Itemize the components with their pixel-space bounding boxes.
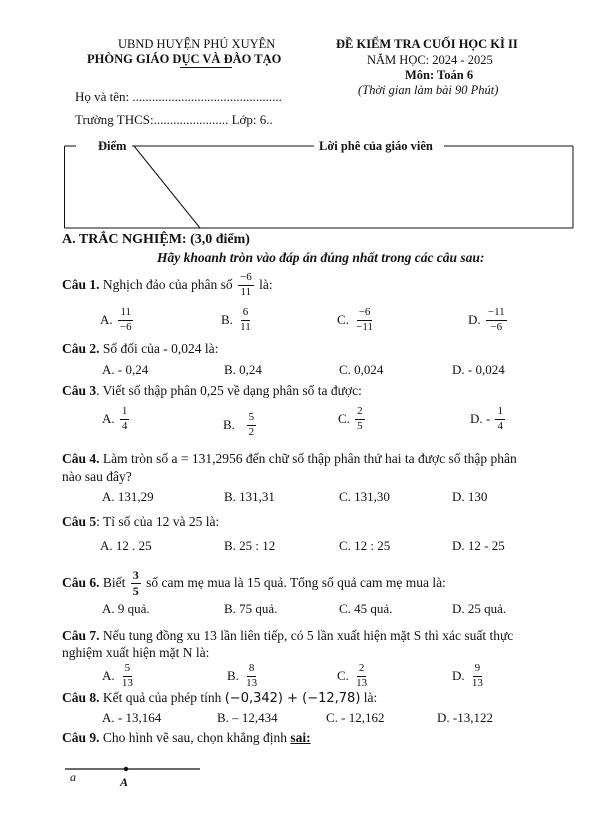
line-label-a: a bbox=[70, 770, 76, 784]
q8-option-a[interactable]: A. - 13,164 bbox=[102, 710, 162, 725]
question-8: Câu 8. Kết quả của phép tính (−0,342) + (−12,78) là: bbox=[62, 690, 378, 706]
section-a-title: A. TRẮC NGHIỆM: (3,0 điểm) bbox=[62, 232, 250, 247]
q4-option-c[interactable]: C. 131,30 bbox=[339, 489, 390, 504]
point-a-dot bbox=[124, 767, 128, 771]
question-6: Câu 6. Biết $\frac{3}{5}$ số cam mẹ mua là 15 quả. Tổng số quả cam mẹ mua là: bbox=[62, 567, 446, 598]
q6-option-a[interactable]: A. 9 quả. bbox=[102, 601, 150, 616]
question-7-line2: nghiệm xuất hiện mặt N là: bbox=[62, 645, 210, 660]
q9-figure bbox=[60, 760, 210, 800]
q4-option-d[interactable]: D. 130 bbox=[452, 489, 488, 504]
section-a-instruction: Hãy khoanh tròn vào đáp án đúng nhất trong các câu sau: bbox=[157, 250, 485, 265]
q6-option-c[interactable]: C. 45 quả. bbox=[339, 601, 393, 616]
q3-option-b[interactable]: B. $\frac{5}{2}$ bbox=[223, 410, 255, 438]
q1-option-c[interactable]: C. $\frac{-6}{-11}$ bbox=[337, 305, 373, 333]
q5-option-d[interactable]: D. 12 - 25 bbox=[452, 538, 505, 553]
question-1-fraction: $\frac{-6}{11}$ bbox=[239, 270, 252, 298]
q6-option-b[interactable]: B. 75 quả. bbox=[224, 601, 278, 616]
q7-option-b[interactable]: B. $\frac{8}{13}$ bbox=[227, 661, 258, 689]
q8-option-d[interactable]: D. -13,122 bbox=[437, 710, 493, 725]
q4-option-b[interactable]: B. 131,31 bbox=[224, 489, 275, 504]
q5-option-a[interactable]: A. 12 . 25 bbox=[100, 538, 152, 553]
question-8-expression: (−0,342) + (−12,78) bbox=[224, 691, 361, 706]
score-label: Điểm bbox=[98, 139, 127, 153]
q7-option-a[interactable]: A. $\frac{5}{13}$ bbox=[102, 661, 133, 689]
q8-option-b[interactable]: B. – 12,434 bbox=[217, 710, 278, 725]
question-9: Câu 9. Cho hình vẽ sau, chọn khẳng định sai: bbox=[62, 730, 311, 745]
q1-option-b[interactable]: B. $\frac{6}{11}$ bbox=[221, 305, 251, 333]
q2-option-b[interactable]: B. 0,24 bbox=[224, 362, 262, 377]
school-class-field: Trường THCS:....................... Lớp: 6.. bbox=[75, 112, 273, 127]
question-7: Câu 7. Nếu tung đồng xu 13 lần liên tiếp, có 5 lần xuất hiện mặt S thì xác suất thực bbox=[62, 628, 514, 643]
q4-option-a[interactable]: A. 131,29 bbox=[102, 489, 154, 504]
q1-option-a[interactable]: A. $\frac{11}{-6}$ bbox=[100, 305, 132, 333]
q7-option-d[interactable]: D. $\frac{9}{13}$ bbox=[452, 661, 483, 689]
question-1 bbox=[62, 268, 273, 302]
department-underline bbox=[180, 67, 232, 68]
point-label-a: A bbox=[120, 775, 129, 789]
q1-option-d[interactable]: D. $\frac{-11}{-6}$ bbox=[468, 305, 505, 333]
q7-option-c[interactable]: C. $\frac{2}{13}$ bbox=[337, 661, 368, 689]
question-3: Câu 3. Viết số thập phân 0,25 về dạng phân số ta được: bbox=[62, 383, 362, 398]
question-1-text: Nghịch đảo của phân số bbox=[102, 277, 233, 292]
q2-option-c[interactable]: C. 0,024 bbox=[339, 362, 384, 377]
district-name: UBND HUYỆN PHÚ XUYÊN bbox=[118, 37, 276, 51]
q2-option-d[interactable]: D. - 0,024 bbox=[452, 362, 505, 377]
q2-option-a[interactable]: A. - 0,24 bbox=[102, 362, 149, 377]
q8-option-c[interactable]: C. - 12,162 bbox=[326, 710, 385, 725]
question-4-line2: nào sau đây? bbox=[62, 469, 132, 484]
subject: Môn: Toán 6 bbox=[405, 68, 474, 82]
q3-option-a[interactable]: A. $\frac{1}{4}$ bbox=[102, 404, 128, 432]
department-name: PHÒNG GIÁO DỤC VÀ ĐÀO TẠO bbox=[87, 52, 282, 66]
exam-title: ĐỀ KIỂM TRA CUỐI HỌC KÌ II bbox=[336, 37, 518, 51]
question-1-label: Câu 1. bbox=[62, 277, 100, 292]
question-2: Câu 2. Số đối của - 0,024 là: bbox=[62, 341, 219, 356]
duration: (Thời gian làm bài 90 Phút) bbox=[358, 83, 499, 97]
teacher-comment-label: Lời phê của giáo viên bbox=[319, 139, 433, 153]
school-year: NĂM HỌC: 2024 - 2025 bbox=[367, 53, 493, 67]
q3-option-d[interactable]: D. - $\frac{1}{4}$ bbox=[470, 404, 503, 432]
q3-option-c[interactable]: C. $\frac{2}{5}$ bbox=[338, 404, 363, 432]
question-9-emphasis: sai: bbox=[290, 730, 311, 745]
question-6-fraction: $\frac{3}{5}$ bbox=[132, 567, 139, 598]
student-name-field: Họ và tên: .............................................. bbox=[75, 89, 282, 104]
question-4: Câu 4. Làm tròn số a = 131,2956 đến chữ số thập phân thứ hai ta được số thập phân bbox=[62, 451, 517, 466]
q5-option-b[interactable]: B. 25 : 12 bbox=[224, 538, 276, 553]
question-5: Câu 5: Tỉ số của 12 và 25 là: bbox=[62, 514, 220, 529]
q6-option-d[interactable]: D. 25 quả. bbox=[452, 601, 507, 616]
question-1-tail: là: bbox=[259, 277, 273, 292]
q5-option-c[interactable]: C. 12 : 25 bbox=[339, 538, 391, 553]
